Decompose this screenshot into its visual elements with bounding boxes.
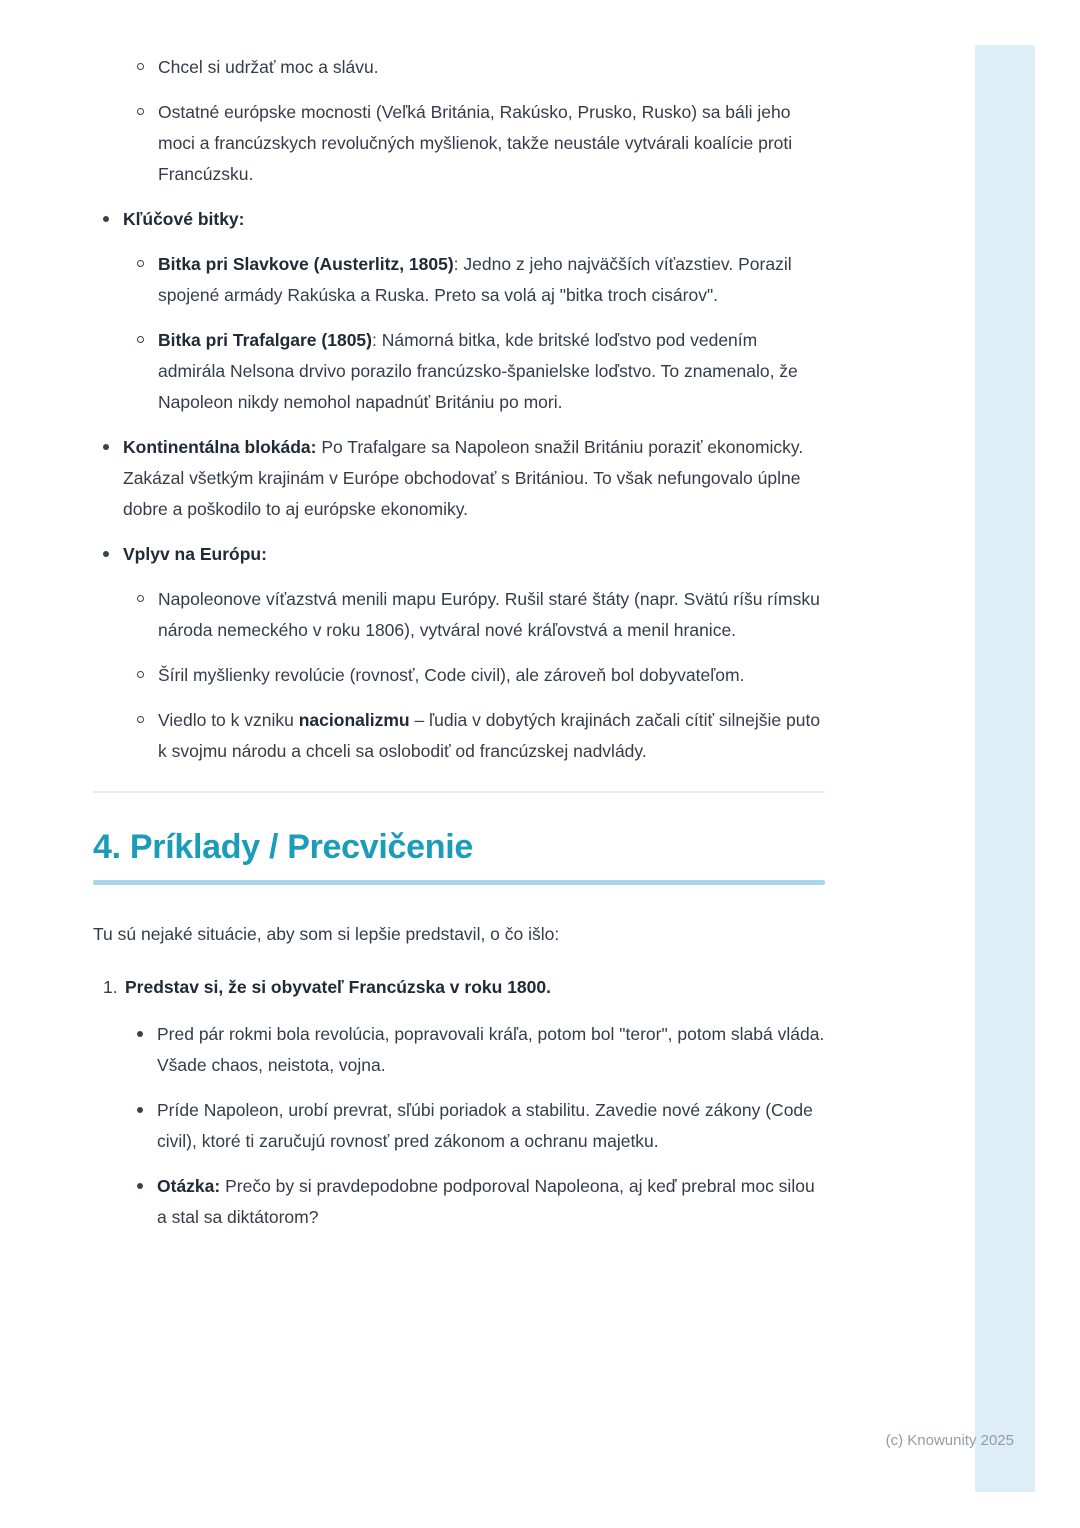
circle-bullet-icon [137,716,144,723]
text-segment: 4. Príklady / Precvičenie [93,828,473,866]
bullet-item [137,325,825,418]
numbered-item [103,972,825,1003]
text-segment: – ľudia v dobytých krajinách začali cítiť silnejšie puto k svojmu národu a chceli sa oslobodiť od francúzskej nadvlády. [158,710,821,761]
bullet-item [103,432,825,525]
list-item-text [158,660,825,691]
list-item-text [158,249,825,311]
list-item-text [157,1171,825,1233]
text-segment: Po Trafalgare sa Napoleon snažil Britániu poraziť ekonomicky. Zakázal všetkým krajinám v Európe obchodovať s Britániou. To však nefungovalo úplne dobre a poškodilo to aj európske ekonomiky. [123,437,804,519]
list-item-text [123,204,825,235]
bullet-item [137,52,825,83]
disc-bullet-icon [103,444,109,450]
list-number: 1. [103,977,118,997]
section-divider [93,791,825,793]
bullet-item [137,1171,825,1233]
bullet-item [137,97,825,190]
bullet-item [137,705,825,767]
text-segment: : Jedno z jeho najväčších víťazstiev. Porazil spojené armády Rakúska a Ruska. Preto sa volá aj "bitka troch cisárov". [158,254,792,305]
text-segment: Pred pár rokmi bola revolúcia, popravovali kráľa, potom bol "teror", potom slabá vláda. Všade chaos, neistota, vojna. [157,1024,825,1075]
bullet-item [103,539,825,570]
text-segment: Prečo by si pravdepodobne podporoval Napoleona, aj keď prebral moc silou a stal sa diktátorom? [157,1176,815,1227]
disc-bullet-icon [137,1183,143,1189]
text-segment: Chcel si udržať moc a slávu. [158,57,379,77]
bullet-item [137,584,825,646]
list-item-text [125,972,825,1003]
list-item-text [157,1019,825,1081]
circle-bullet-icon [137,671,144,678]
list-item-text [158,325,825,418]
list-item-text [123,539,825,570]
circle-bullet-icon [137,260,144,267]
bullet-item [137,660,825,691]
text-segment: Šíril myšlienky revolúcie (rovnosť, Code civil), ale zároveň bol dobyvateľom. [158,665,745,685]
bullet-item [137,1095,825,1157]
circle-bullet-icon [137,595,144,602]
bullet-item [137,1019,825,1081]
text-segment: Viedlo to k vzniku [158,710,299,730]
heading-underline [93,880,825,885]
bullet-item [137,249,825,311]
text-segment: nacionalizmu [298,710,410,730]
text-segment: Príde Napoleon, urobí prevrat, sľúbi poriadok a stabilitu. Zavedie nové zákony (Code civil), ktoré ti zaručujú rovnosť pred zákonom a ochranu majetku. [157,1100,813,1151]
text-segment: Vplyv na Európu: [123,544,267,564]
disc-bullet-icon [103,216,109,222]
right-accent-strip [975,45,1035,1492]
text-segment: Bitka pri Trafalgare (1805) [158,330,372,350]
text-segment: Predstav si, že si obyvateľ Francúzska v roku 1800. [125,977,551,997]
text-segment: Napoleonove víťazstvá menili mapu Európy. Rušil staré štáty (napr. Svätú ríšu rímsku národa nemeckého v roku 1806), vytváral nové kráľovstvá a menil hranice. [158,589,820,640]
disc-bullet-icon [103,551,109,557]
section-heading [93,827,825,867]
list-item-text [158,52,825,83]
list-item-text [158,584,825,646]
list-item-text [123,432,825,525]
text-segment: Bitka pri Slavkove (Austerlitz, 1805) [158,254,454,274]
text-segment: Kontinentálna blokáda: [123,437,317,457]
list-item-text [158,705,825,767]
text-segment: : Námorná bitka, kde britské loďstvo pod vedením admirála Nelsona drvivo porazilo francúzsko-španielske loďstvo. To znamenalo, že Napoleon nikdy nemohol napadnúť Britániu po mori. [158,330,798,412]
bullet-item [103,204,825,235]
list-item-text [158,97,825,190]
copyright-footer: (c) Knowunity 2025 [885,1432,1014,1449]
circle-bullet-icon [137,63,144,70]
disc-bullet-icon [137,1107,143,1113]
list-item-text [157,1095,825,1157]
text-segment: Kľúčové bitky: [123,209,245,229]
circle-bullet-icon [137,108,144,115]
paragraph [93,919,825,950]
disc-bullet-icon [137,1031,143,1037]
document-body [93,52,825,1247]
text-segment: Tu sú nejaké situácie, aby som si lepšie predstavil, o čo išlo: [93,924,560,944]
text-segment: Ostatné európske mocnosti (Veľká Británia, Rakúsko, Prusko, Rusko) sa báli jeho moci a francúzskych revolučných myšlienok, takže neustále vytvárali koalície proti Francúzsku. [158,102,793,184]
text-segment: Otázka: [157,1176,221,1196]
circle-bullet-icon [137,336,144,343]
